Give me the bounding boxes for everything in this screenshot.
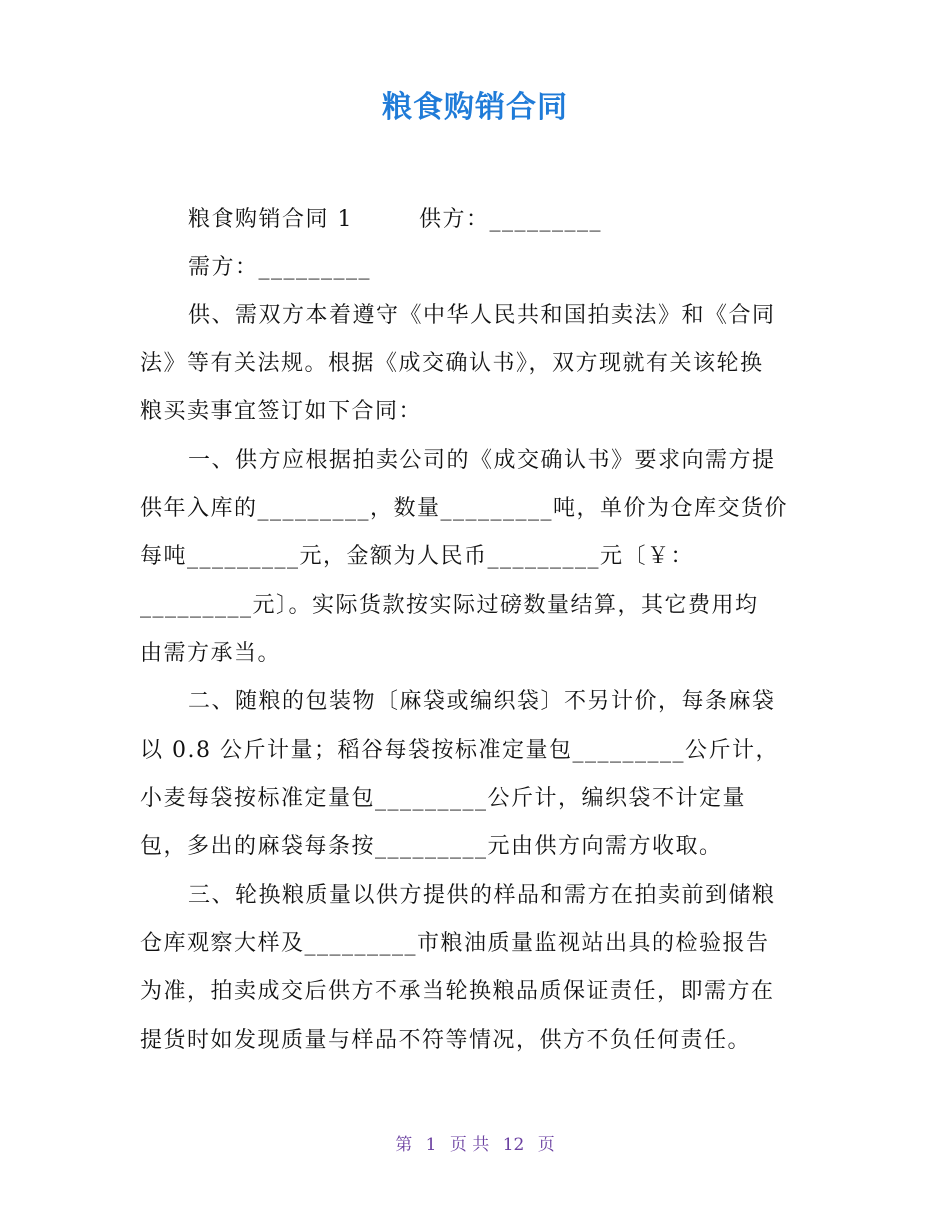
paragraph-line: 仓库观察大样及_________市粮油质量监视站出具的检验报告 — [140, 931, 770, 956]
page-number: 1 — [425, 1135, 437, 1155]
paragraph-line: 提货时如发现质量与样品不符等情况，供方不负任何责任。 — [140, 1028, 752, 1053]
paragraph-line: 以 0.8 公斤计量；稻谷每袋按标准定量包_________公斤计， — [140, 738, 779, 763]
document-title: 粮食购销合同 — [382, 90, 568, 125]
paragraph-line: 包，多出的麻袋每条按_________元由供方向需方收取。 — [140, 834, 723, 859]
paragraph-line: 小麦每袋按标准定量包_________公斤计，编织袋不计定量 — [140, 786, 747, 811]
contract-heading: 粮食购销合同 1 — [188, 207, 353, 232]
supplier-field: 供方：_________ — [419, 207, 603, 232]
paragraph-line: 一、供方应根据拍卖公司的《成交确认书》要求向需方提 — [188, 448, 776, 473]
paragraph-line: 供年入库的_________，数量_________吨，单价为仓库交货价 — [140, 496, 789, 521]
page-footer — [0, 1130, 950, 1160]
paragraph-line: 法》等有关法规。根据《成交确认书》，双方现就有关该轮换 — [140, 351, 764, 376]
paragraph-line: 需方：_________ — [188, 255, 372, 280]
paragraph-line: 每吨_________元，金额为人民币_________元〔￥： — [140, 544, 695, 569]
page-total: 12 — [502, 1135, 525, 1155]
paragraph-line: 二、随粮的包装物〔麻袋或编织袋〕不另计价，每条麻袋 — [188, 689, 776, 714]
paragraph-line: 为准，拍卖成交后供方不承当轮换粮品质保证责任，即需方在 — [140, 979, 775, 1004]
paragraph-line: _________元〕。实际货款按实际过磅数量结算，其它费用均 — [140, 593, 759, 618]
footer-suffix: 页 — [537, 1135, 555, 1155]
paragraph-line: 由需方承当。 — [140, 641, 282, 666]
paragraph-line: 供、需双方本着遵守《中华人民共和国拍卖法》和《合同 — [188, 303, 776, 328]
footer-prefix: 第 — [395, 1135, 413, 1155]
paragraph-line: 粮买卖事宜签订如下合同： — [140, 399, 423, 424]
footer-of: 页 共 — [449, 1135, 490, 1155]
paragraph-line: 三、轮换粮质量以供方提供的样品和需方在拍卖前到储粮 — [188, 883, 776, 908]
paragraph-line — [188, 196, 868, 244]
